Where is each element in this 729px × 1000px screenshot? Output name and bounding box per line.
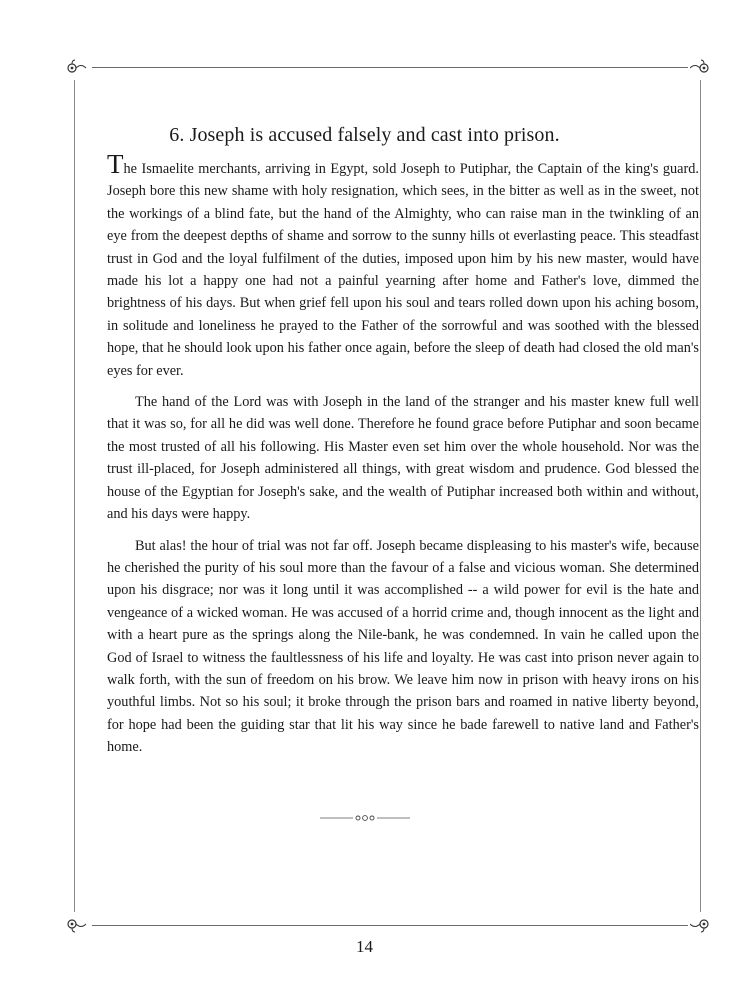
- paragraph-3: But alas! the hour of trial was not far off. Joseph became displeasing to his master's wife, because he cherished the purity of his soul more than the favour of a false and vicious woman. She determined upon his disgrace; nor was it long until it was accomplished -- a wild power for evil is the hate and vengeance of a wicked woman. He was accused of a horrid crime and, though innocent as the light and with a heart pure as the springs along the Nile-bank, he was condemned. In vain he called upon the God of Israel to witness the faultlessness of his life and loyalty. He was cast into prison never again to walk forth, with the sun of freedom on his brow. We leave him now in prison with heavy irons on his youthful limbs. Not so his soul; it broke through the prison bars and roamed in native liberty beyond, for hope had been the guiding star that lit his way since he bade farewell to native land and Father's home.: [107, 537, 699, 756]
- page-number: 14: [356, 937, 373, 956]
- chapter-body: [107, 149, 699, 768]
- chapter-title: 6. Joseph is accused falsely and cast into prison.: [169, 124, 560, 146]
- paragraph-1: [107, 149, 699, 382]
- corner-ornament-bottom-left: [66, 915, 88, 933]
- corner-ornament-bottom-right: [690, 915, 712, 933]
- frame-left-rule: [74, 80, 75, 912]
- paragraph-1-text: he Ismaelite merchants, arriving in Egypt, sold Joseph to Putiphar, the Captain of the king's guard. Joseph bore this new shame with holy resignation, which sees, in the bitter as well as in the sweet, not the workings of a blind fate, but the hand of the Almighty, who can raise man in the twinkling of an eye from the deepest depths of shame and sorrow to the sunny hills ot everlasting peace. This steadfast trust in God and the loyal fulfilment of the duties, imposed upon him by his new master, would have made his lot a happy one had not a painful yearning after home and Father's love, dimmed the brightness of his days. But when grief fell upon his soul and tears rolled down upon his aching bosom, in solitude and loneliness he prayed to the Father of the sorrowful and was soothed with the blessed hope, that he should look upon his father once again, before the sleep of death had closed the old man's eyes for ever.: [107, 161, 699, 379]
- corner-ornament-top-left: [66, 59, 88, 77]
- frame-right-rule: [700, 80, 701, 912]
- section-divider-ornament: [320, 814, 410, 822]
- frame-bottom-rule: [92, 925, 688, 926]
- frame-top-rule: [92, 67, 688, 68]
- drop-cap: T: [107, 149, 124, 179]
- corner-ornament-top-right: [690, 59, 712, 77]
- paragraph-2: The hand of the Lord was with Joseph in the land of the stranger and his master knew full well that it was so, for all he did was well done. Therefore he found grace before Putiphar and soon became the most trusted of all his following. His Master even set him over the whole household. Nor was the trust ill-placed, for Joseph administered all things, with great wisdom and prudence. God blessed the house of the Egyptian for Joseph's sake, and the wealth of Putiphar increased both within and without, and his days were happy.: [107, 394, 699, 523]
